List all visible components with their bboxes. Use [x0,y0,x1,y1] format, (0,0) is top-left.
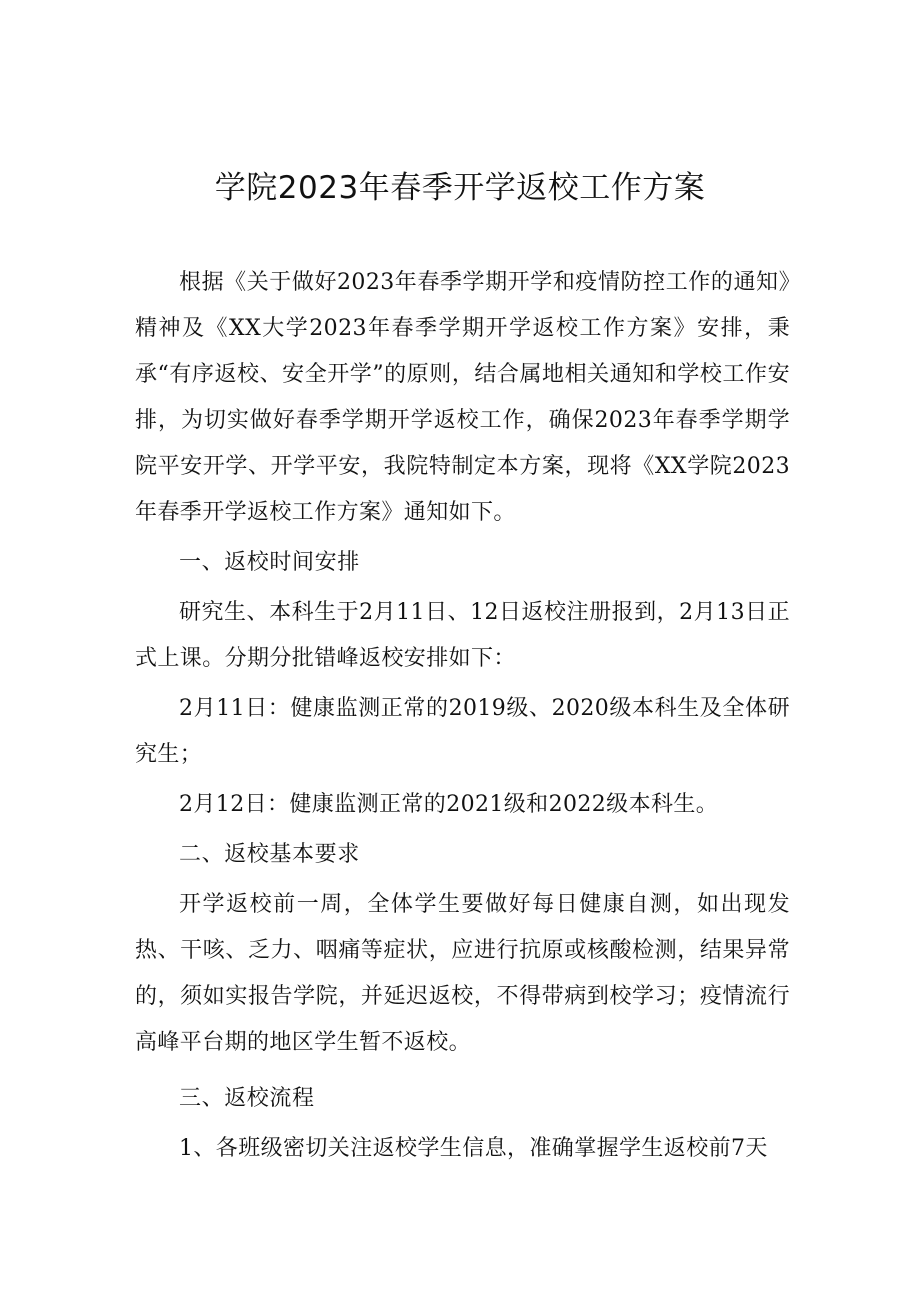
section-heading-requirements: 二、返校基本要求 [179,842,360,867]
spacer [135,1066,790,1076]
schedule-paragraph: 研究生、本科生于2月11日、12日返校注册报到，2月13日正式上课。分期分批错峰返校安排如下： [135,600,790,671]
section-heading-process: 三、返校流程 [179,1086,315,1111]
intro-paragraph: 根据《关于做好2023年春季学期开学和疫情防控工作的通知》精神及《XX大学2023年春季学期开学返校工作方案》安排，秉承“有序返校、安全开学”的原则，结合属地相关通知和学校工作安排，为切实做好春季学期开学返校工作，确保2023年春季学期学院平安开学、开学平安，我院特制定本方案，现将《XX学院2023年春季开学返校工作方案》通知如下。 [135,270,790,525]
process-paragraph: 1、各班级密切关注返校学生信息，准确掌握学生返校前7天 [179,1136,768,1161]
section-heading-schedule: 一、返校时间安排 [179,550,360,575]
schedule-day1-paragraph: 2月11日：健康监测正常的2019级、2020级本科生及全体研究生； [135,696,790,767]
document-title: 学院2023年春季开学返校工作方案 [214,170,706,206]
requirements-paragraph: 开学返校前一周，全体学生要做好每日健康自测，如出现发热、干咳、乏力、咽痛等症状，应进行抗原或核酸检测，结果异常的，须如实报告学院，并延迟返校，不得带病到校学习；疫情流行高峰平台期的地区学生暂不返校。 [135,892,790,1055]
schedule-day2-paragraph: 2月12日：健康监测正常的2021级和2022级本科生。 [179,792,719,817]
document-body [135,260,790,1172]
